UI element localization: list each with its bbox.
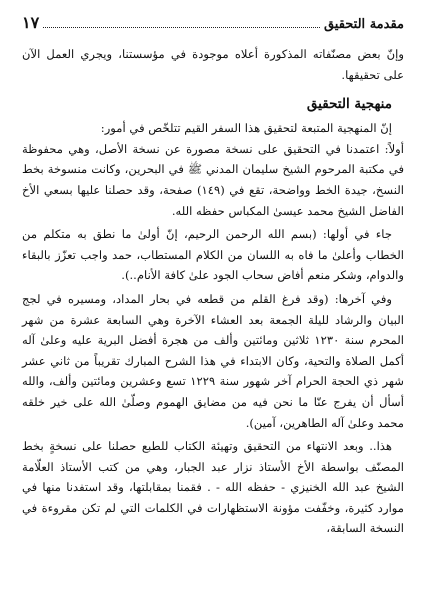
section-title: منهجية التحقيق [306, 96, 392, 113]
page-number: ١٧ [22, 13, 40, 32]
manuscript-start-paragraph: جاء في أولها: (بسم الله الرحمن الرحيم، إنّ أولىٰ ما نطق به متكلم من الخطاب وأعلىٰ ما فاه به اللسان من الكلام المستطاب، حمد واجب تعزّز بالبقاء والدوام، وشكر منعم أفاض سحاب الجود علىٰ كافة الأنام..). [22, 227, 404, 283]
method-lead-paragraph: إنّ المنهجية المتبعة لتحقيق هذا السفر القيم تتلخّص في أمور: [100, 121, 392, 136]
manuscript-end-paragraph: وفي آخرها: (وقد فرغ القلم من قطعه في بحار المداد، ومسيره في لجج البيان والرشاد لليلة الجمعة بعد العشاء الآخرة وهي السابعة عشرة من شهر المحرم سنة ١٢٣٠ ثلاثين ومائتين وألف من هجرة أفضل البرية عليه وعلىٰ آله أكمل الصلاة والتحية، وكان الابتداء في هذا الشرح المبارك تقريباً من ثاني عشر شهر ذي الحجة الحرام آخر شهور سنة ١٢٢٩ تسع وعشرين ومائتين وألف، والله أسأل أن يفرج عنّا ما نحن فيه من مضايق الهموم وصلّىٰ الله على خير خلقه محمد وعلىٰ آله الطاهرين، آمين). [22, 291, 404, 430]
intro-paragraph: وإنّ بعض مصنّفاته المذكورة أعلاه موجودة في مؤسستنا، ويجري العمل الآن على تحقيقها. [22, 47, 404, 82]
running-head [22, 14, 404, 34]
running-head-title: مقدمة التحقيق [323, 17, 404, 32]
second-manuscript-paragraph: هذا.. وبعد الانتهاء من التحقيق وتهيئة الكتاب للطبع حصلنا على نسخةٍ بخط المصنّف بواسطة الأخ الأستاذ نزار عبد الجبار، وهي من كتب الأستاذ العلّامة الشيخ عبد الله الخنيزي - حفظه الله - . فقمنا بمقابلتها، وقد استفدنا منها في موارد كثيرة، وخفّفت مؤونة الاستظهارات في الكلمات التي لم تكن مقروءة في النسخة السابقة، [22, 439, 404, 536]
first-point-paragraph: أولاً: اعتمدنا في التحقيق على نسخة مصورة عن نسخة الأصل، وهي محفوظة في مكتبة المرحوم الشيخ سليمان المدني ﷺ في البحرين، وكانت منسوخة بخط النسخ، جيدة الخط وواضحة، تقع في (١٤٩) صفحة، وقد حصلنا عليها بسعي الأخ الفاضل الشيخ محمد عيسىٰ المكباس حفظه الله. [22, 141, 404, 218]
running-head-leader [43, 26, 320, 28]
